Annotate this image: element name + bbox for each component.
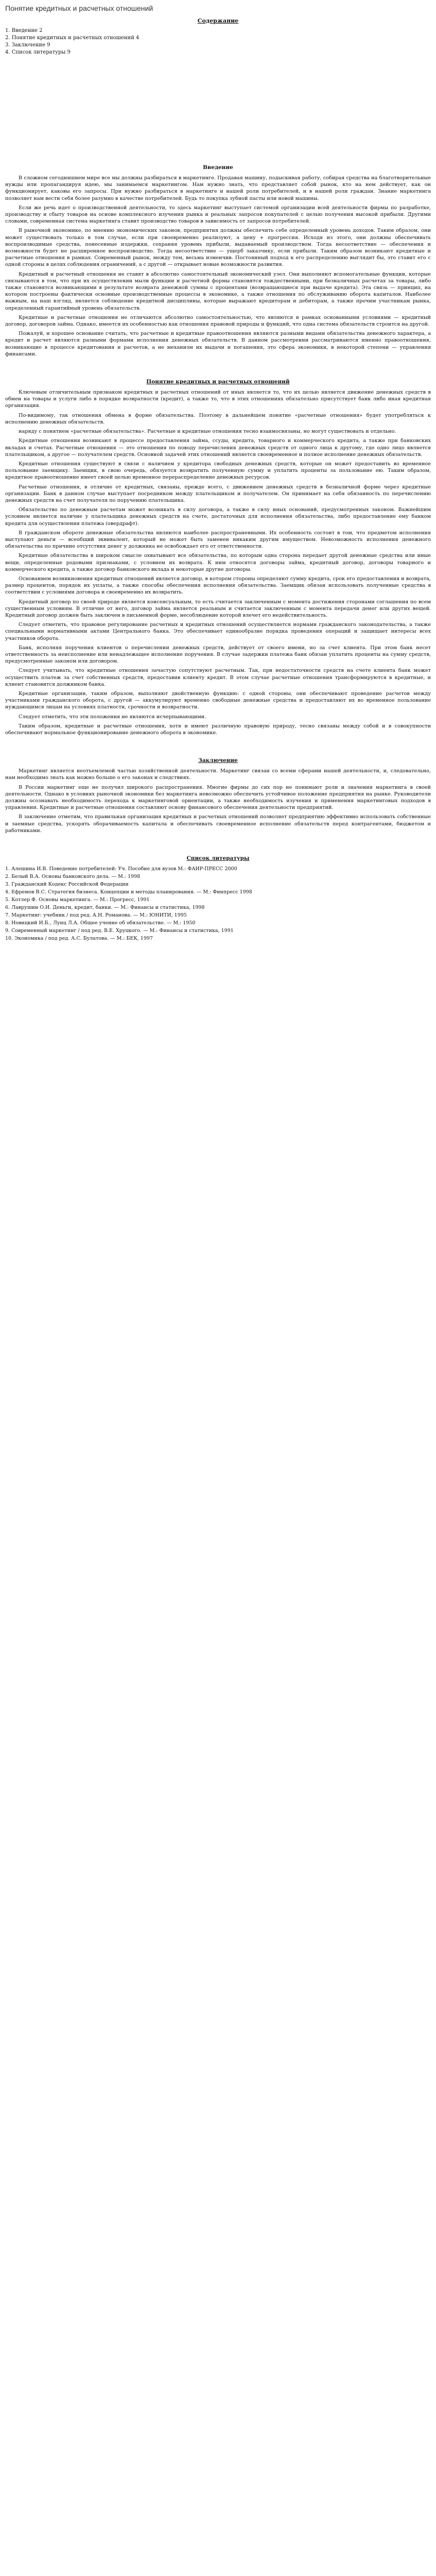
section-heading-concepts: Понятие кредитных и расчетных отношений — [146, 379, 290, 385]
toc-item[interactable]: 1. Введение 2 — [5, 28, 43, 33]
paragraph: Таким образом, кредитные и расчетные отношения, хотя и имеют различную правовую природу, тесно связаны между собой и в совокупности обеспечивают нормальное функционирование денежного оборота в экономике. — [5, 723, 431, 736]
reference-item: 9. Современный маркетинг / под ред. В.Е. Хруцкого. — М.: Финансы и статистика, 1991 — [5, 928, 234, 934]
paragraph: По-видимому, так отношения обмена в форме обязательства. Поэтому в дальнейшем понятие «расчетные отношения» будет употребляться к исполнению денежных обязательств. — [5, 412, 431, 425]
reference-item: 6. Лаврушин О.И. Деньги, кредит, банки. — М.: Финансы и статистика, 1998 — [5, 905, 205, 911]
reference-item: 10. Экономика / под ред. А.С. Булатова. — М.: БЕК, 1997 — [5, 936, 153, 942]
reference-item: 1. Алешина И.В. Поведение потребителей: Уч. Пособие для вузов М.: ФАИР-ПРЕСС 2000 — [5, 866, 237, 872]
paragraph: Банк, исполняя поручения клиентов о перечислении денежных средств, действует от своего имени, но за счет клиента. При этом банк несет ответственность за неисполнение или ненадлежащее исполнение поручения. В случае задержки платежа банк обязан уплатить проценты на сумму средств, предусмотренные законом или договором. — [5, 645, 431, 665]
paragraph: В заключение отметим, что правильная организация кредитных и расчетных отношений позволяет предприятию эффективно использовать собственные и заемные средства, ускорять оборачиваемость капитала и обеспечивать своевременное исполнение обязательств перед контрагентами, бюджетом и работниками. — [5, 814, 431, 834]
document — [0, 0, 436, 953]
reference-item: 5. Котлер Ф. Основы маркетинга. — М.: Прогресс, 1991 — [5, 897, 150, 903]
paragraph: Кредитный договор по своей природе является консенсуальным, то есть считается заключенным с момента достижения сторонами соглашения по всем существенным условиям. В отличие от него, договор займа является реальным и считается заключенным с момента передачи денег или других вещей. Кредитный договор должен быть заключен в письменной форме, несоблюдение которой влечет его недействительность. — [5, 599, 431, 618]
paragraph: Обязательство по денежным расчетам может возникать в силу договора, а также в силу иных оснований, предусмотренных законом. Важнейшим условием является наличие у плательщика денежных средств на счете, достаточных для исполнения обязательства, либо предоставление ему банком кредита для осуществления платежа (овердрафт). — [5, 507, 431, 527]
paragraph: наряду с понятием «расчетные обязательства». Расчетные и кредитные отношения тесно взаимосвязаны, но могут существовать и отдельно. — [19, 429, 396, 435]
reference-list — [5, 866, 431, 942]
paragraph: В рыночной экономике, по мнению экономических законов, предприятия должны обеспечить себе определенный уровень доходов. Таким образом, они может существовать только в том случае, если при своевременно реализуют, а цену + прогрессия. Исходя из этого, они должны обеспечивать воспроизводимые средства, понесенные издержки, сохраняя уровень прибыли, выдаваемый производством. Тогда несоответствие — обеспечения и возможности будет не расширенное воспроизводство. Тогда несоответствие — ущерб заказчику, если прибыли. Таким образом возникают кредитные и расчетные отношения в рамках. Современный рынок, между тем, весьма изменчив. Постоянный подход к его распределению выглядит бы, это ставит его с одной стороны в целях соблюдения ограничений, а с другой — открывает новые возможности развития. — [5, 228, 431, 268]
reference-item: 7. Маркетинг: учебник / под ред. А.Н. Романова. — М.: ЮНИТИ, 1995 — [5, 912, 187, 919]
paragraph: Кредитные отношения существуют в связи с наличием у кредитора свободных денежных средств, которые он может предоставить во временное пользование заемщику. Заемщик, в свою очередь, обязуется возвратить полученную сумму и уплатить проценты за пользование ею. Таким образом, кредитное правоотношение имеет своей целью временное перераспределение денежных ресурсов. — [5, 461, 431, 481]
paragraph: Основанием возникновения кредитных отношений является договор, в котором стороны определяют сумму кредита, срок его предоставления и возврата, размер процентов, порядок их уплаты, а также способы обеспечения исполнения обязательства. Заемщик обязан использовать полученные средства в соответствии с условиями договора и своевременно их возвратить. — [5, 575, 431, 596]
paragraph: Следует отметить, что правовое регулирование расчетных и кредитных отношений осуществляется нормами гражданского законодательства, а также специальными нормативными актами Центрального банка. Это обеспечивает единообразие порядка проведения операций и защищает интересы всех участников оборота. — [5, 622, 431, 641]
paragraph: Следует учитывать, что кредитные отношения зачастую сопутствуют расчетным. Так, при недостаточности средств на счете клиента банк может осуществить платеж за счет собственных средств, предоставив клиенту кредит. В этом случае расчетные отношения трансформируются в кредитные, и клиент становится должником банка. — [5, 668, 431, 687]
paragraph: Маркетинг является неотъемлемой частью хозяйственной деятельности. Маркетинг связан со всеми сферами нашей деятельности, и, следовательно, нам необходимо знать как можно больше о его законах и следствиях. — [5, 768, 431, 781]
toc-heading: Содержание — [197, 18, 239, 24]
reference-item: 3. Гражданский Кодекс Российской Федерации — [5, 882, 129, 888]
table-of-contents — [5, 27, 431, 56]
toc-item[interactable]: 4. Список литературы 9 — [5, 49, 71, 55]
paragraph: Кредитные и расчетные отношения не отличаются абсолютно самостоятельностью, что являются в рамках основанными условиями — кредитный договор, договоров займа. Однако, имеется их особенностью как отношения правовой природы и функций, что одна система обязательств строится на другой. — [5, 314, 431, 328]
toc-item[interactable]: 3. Заключение 9 — [5, 42, 50, 48]
document-title: Понятие кредитных и расчетных отношений — [5, 4, 153, 12]
reference-item: 8. Новицкий И.Б., Лунц Л.А. Общее учение об обязательстве. — М.: 1950 — [5, 920, 196, 926]
section-heading-conclusion: Заключение — [198, 757, 238, 764]
paragraph: Если же речь идет о производственной деятельности, то здесь маркетинг выступает системой организации всей деятельности фирмы по разработке, производству и сбыту товаров на основе комплексного изучения рынка и реальных запросов покупателей с целью получения высокой прибыли. Другими словами, современная система маркетинга ставит производство товаров в зависимость от запросов потребителей. — [5, 205, 431, 225]
paragraph: В России маркетинг еще не получил широкого распространения. Многие фирмы до сих пор не понимают роли и значения маркетинга в своей деятельности. Однако в условиях рыночной экономики без маркетинга невозможно обеспечить устойчивое положение предприятия на рынке. Руководители должны осознавать необходимость перехода к маркетинговой ориентации, а также необходимость изучения и применения маркетинговых подходов в управлении. Кредитные и расчетные отношения составляют основу финансового обеспечения деятельности предприятий. — [5, 784, 431, 811]
paragraph: Следует отметить, что эти положения не являются исчерпывающими. — [19, 714, 206, 720]
paragraph: Кредитные отношения возникают в процессе предоставления займа, ссуды, кредита, товарного и коммерческого кредита, а также при банковских вкладах и счетах. Расчетные отношения — это отношения по поводу перечисления денежных средств от одного лица к другому, где одно лицо является плательщиком, а другое — получателем средств. Основной задачей этих отношений является своевременное и полное исполнение денежных обязательств. — [5, 438, 431, 457]
paragraph: Ключевым отличительным признаком кредитных и расчетных отношений от иных является то, что их целью является движение денежных средств в обмен на товары и услуги либо в порядке возвратности (кредит), а также то, что в этих отношениях обязательно присутствует банк либо иная кредитная организация. — [5, 389, 431, 409]
paragraph: Кредитные обязательства в широком смысле охватывают все обязательства, по которым одна сторона передает другой денежные средства или иные вещи, определенные родовыми признаками, с условием их возврата. К ним относятся договоры займа, кредитный договор, договоры товарного и коммерческого кредита, а также договор банковского вклада и некоторые другие договоры. — [5, 553, 431, 572]
paragraph: Расчетные отношения, в отличие от кредитных, связаны, прежде всего, с движением денежных средств в безналичной форме через кредитные организации. Банк в данном случае выступает посредником между плательщиком и получателем. Он принимает на себя обязанность по перечислению денежных средств на счет получателя по поручению плательщика. — [5, 484, 431, 503]
reference-item: 2. Белый В.А. Основы банковского дела. — М.: 1998 — [5, 874, 141, 880]
section-heading-references: Список литературы — [186, 855, 250, 862]
paragraph: Пожалуй, и хорошее основание считать, что расчетные и кредитные правоотношения являются разными видами обязательства денежного характера, а кредит и расчет являются разными формами исполнения денежных обязательств. В данном рассмотрении рассматриваются именно правоотношения, возникающие в процессе кредитования и расчетов, а не механизм их выдачи и погашения, это сфера экономики, в некоторой степени — управления финансами. — [5, 331, 431, 357]
paragraph: В сложном сегодняшнем мире все мы должны разбираться в маркетинге. Продавая машину, подыскивая работу, собирая средства на благотворительные нужды или пропагандируя идею, мы занимаемся маркетингом. Нам нужно знать, что представляет собой рынок, кто на нем действует, как он функционирует, каковы его запросы. При нужно разбираться в маркетинге и нашей роли потребителей, и в нашей роли граждан. Знание маркетинга позволяет нам вести себя более разумно в качестве потребителей. Будь то покупка зубной пасты или новой машины. — [5, 175, 431, 201]
concepts-body — [5, 389, 431, 736]
section-heading-intro: Введение — [203, 164, 233, 171]
paragraph: В гражданском обороте денежные обязательства являются наиболее распространенными. Их особенность состоит в том, что предметом исполнения выступают деньги — всеобщий эквивалент, который не может быть заменен никаким другим имуществом. Невозможность исполнения денежного обязательства по причине отсутствия денег у должника не освобождает его от ответственности. — [5, 530, 431, 550]
conclusion-body — [5, 768, 431, 834]
reference-item: 4. Ефремов В.С. Стратегия бизнеса. Концепции и методы планирования. — М.: Финпресс 1998 — [5, 889, 252, 895]
paragraph: Кредитный и расчетный отношения не ставят в абсолютно самостоятельный экономический узел. Они выполняют вспомогательные функции, которые связываются в том, что при их осуществлении мыли функции и расчетной формы становятся тождественными, при безналичных расчетах за товары, либо также становятся возникающими в результате возврата денежной суммы с процентами (возвращающиеся при выдаче кредита). Эта связь — принцип, на котором построены фактически основные производственные процессы в экономике, а также отношения по обслуживанию оборота капиталов. Наиболее важным, на наш взгляд, является соблюдение кредитной дисциплины, которые выражают кредиторам и дебиторам, а также прочим участникам рынка, определенный гарантийный уровень обязательств. — [5, 271, 431, 311]
intro-body — [5, 175, 431, 358]
toc-item[interactable]: 2. Понятие кредитных и расчетных отношений 4 — [5, 35, 139, 41]
paragraph: Кредитные организации, таким образом, выполняют двойственную функцию: с одной стороны, они обеспечивают проведение расчетов между участниками гражданского оборота, с другой — аккумулируют временно свободные денежные средства и предоставляют их во временное пользование нуждающимся лицам на условиях платности, срочности и возвратности. — [5, 691, 431, 710]
